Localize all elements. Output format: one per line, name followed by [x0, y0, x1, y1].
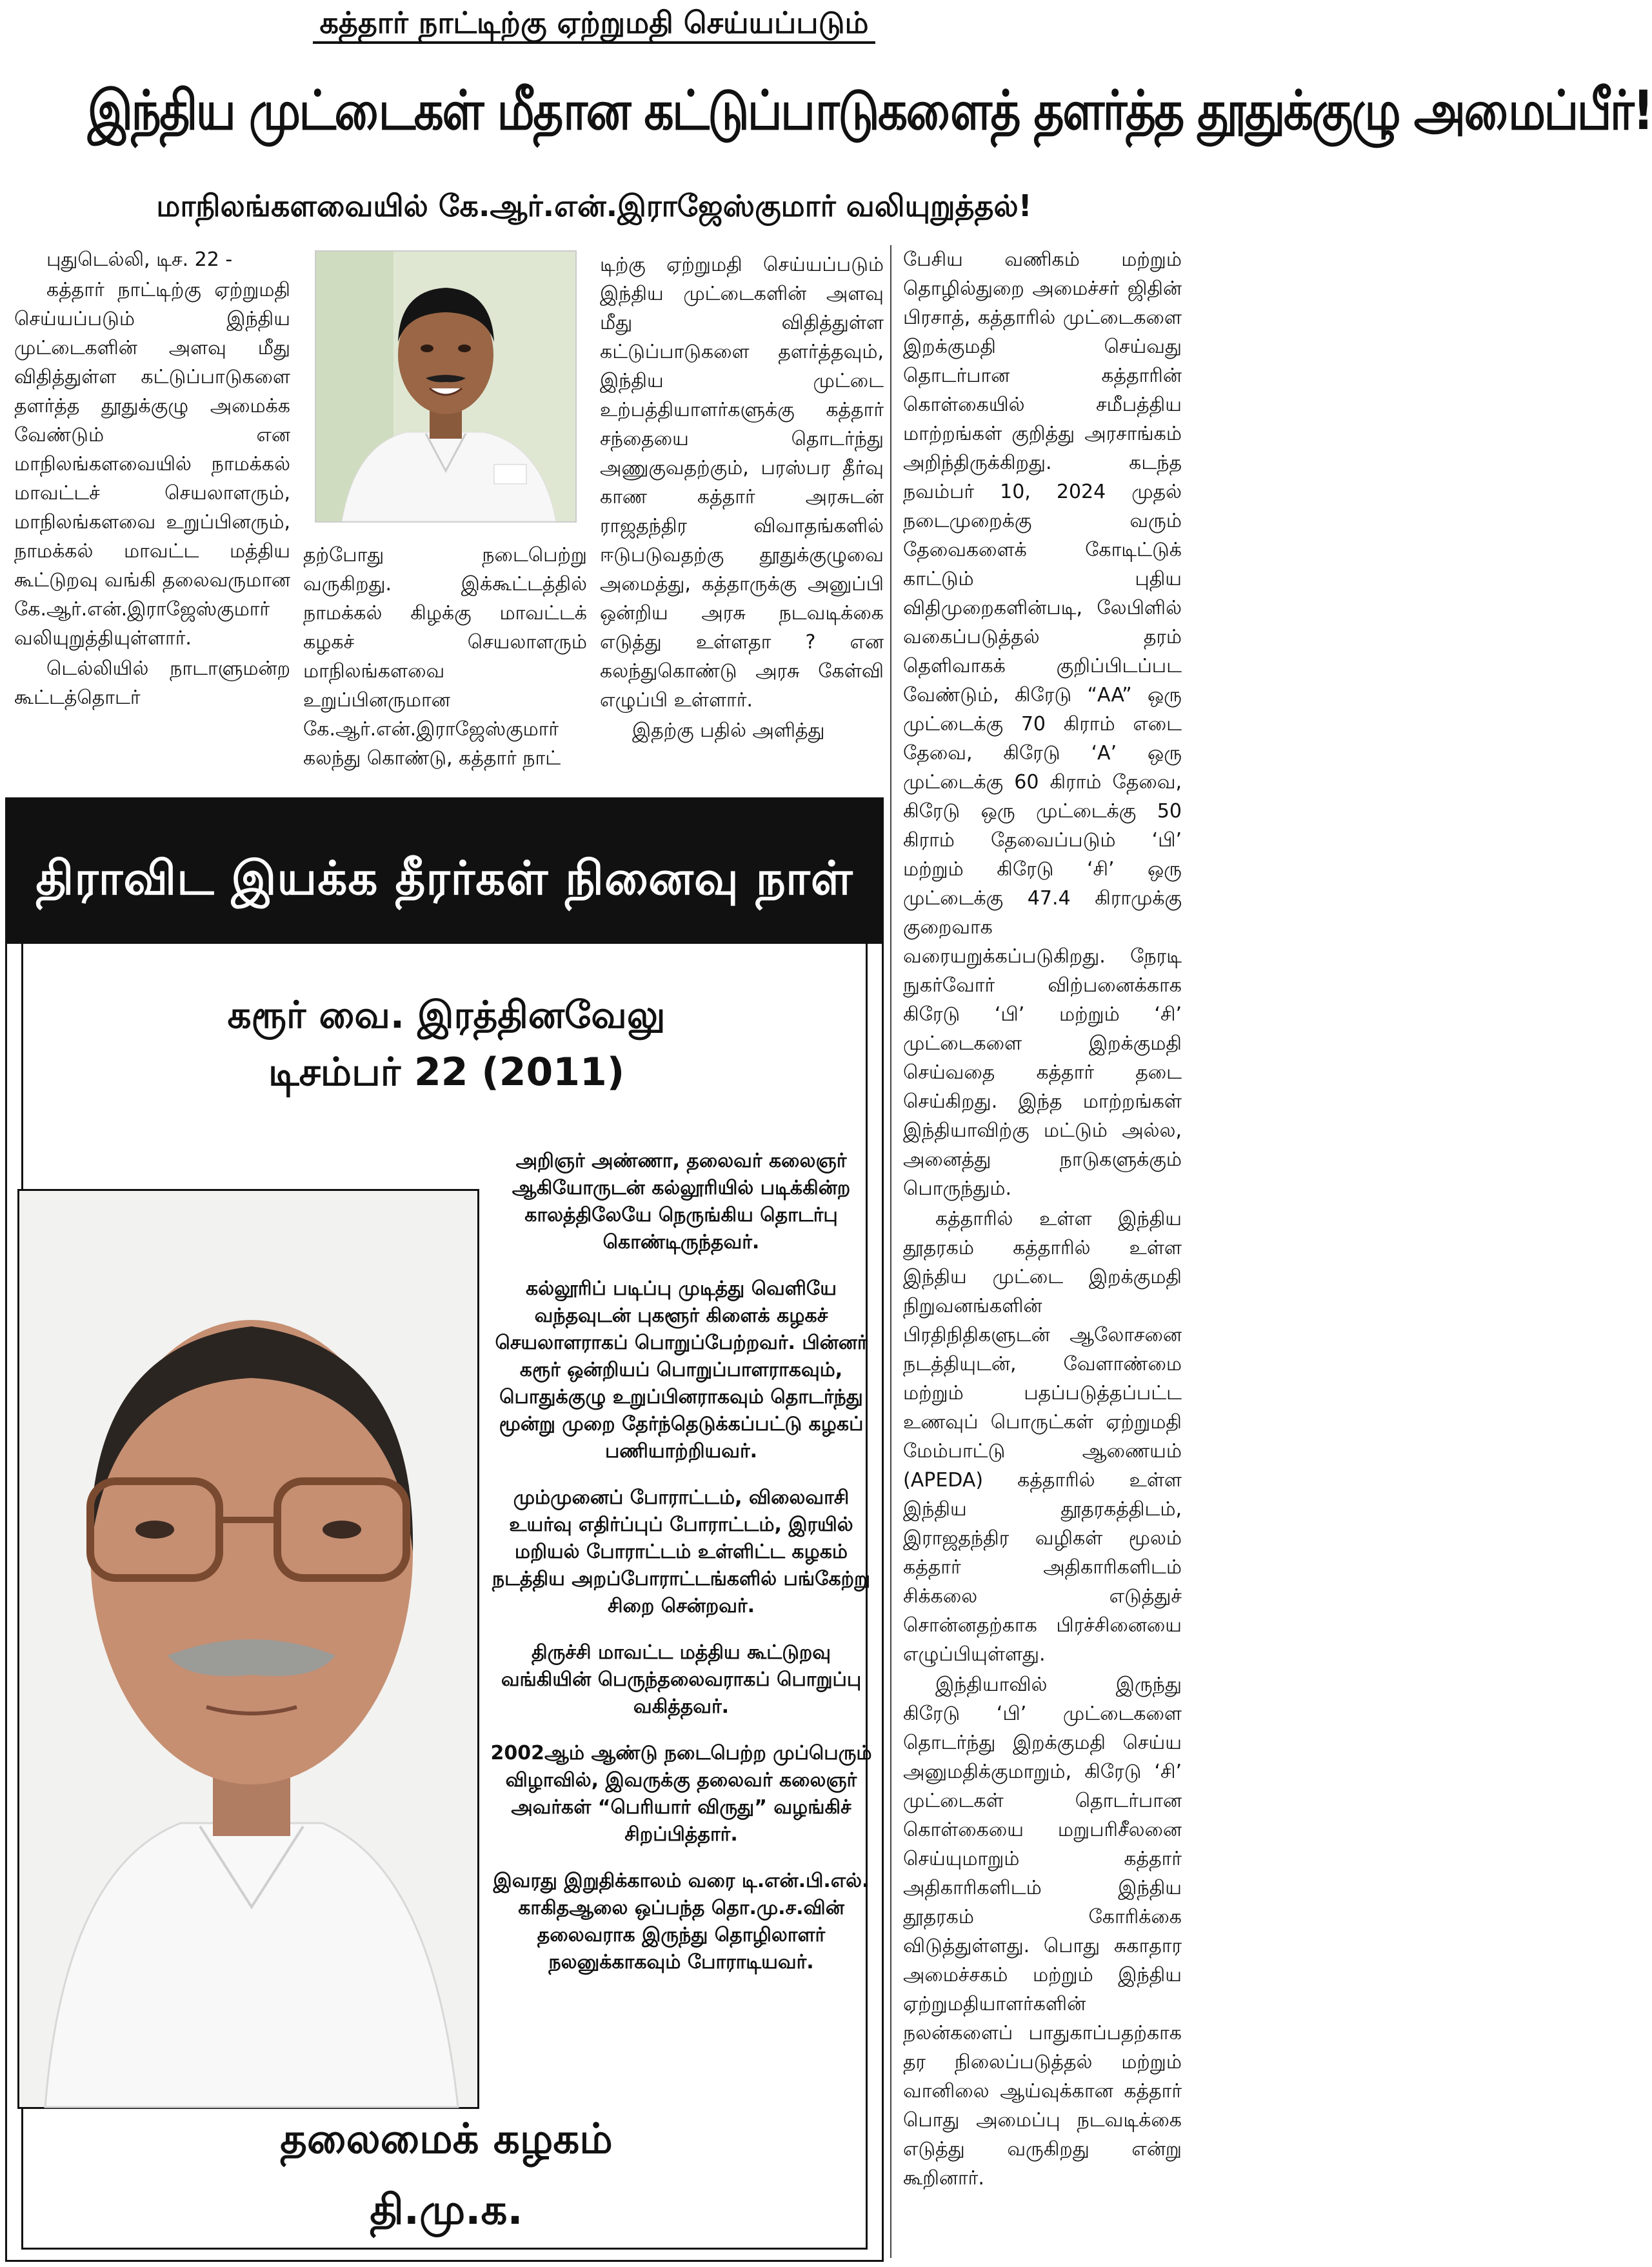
bio-paragraph: இவரது இறுதிக்காலம் வரை டி.என்.பி.எல். காகிதஆலை ஒப்பந்த தொ.மு.ச.வின் தலைவராக இருந்து தொழிலாளர் நலனுக்காகவும் போராடியவர். — [493, 1870, 870, 1973]
memorial-person-name: கரூர் வை. இரத்தினவேலு — [227, 993, 666, 1037]
dateline: புதுடெல்லி, டிச. 22 - — [46, 248, 233, 271]
portrait-illustration — [316, 252, 575, 521]
mp-portrait-photo — [315, 250, 577, 523]
signature-line-2: தி.மு.க. — [370, 2186, 523, 2234]
article-column-2 — [303, 541, 587, 799]
paragraph: கத்தார் நாட்டிற்கு ஏற்றுமதி செய்யப்படும் இந்திய முட்டைகளின் அளவு மீது விதித்துள்ள கட்டுப்பாடுகளை தளர்த்த தூதுக்குழு அமைக்க வேண்டும் என மாநிலங்களவையில் நாமக்கல் மாவட்டச் செயலாளரும், மாநிலங்களவை உறுப்பினரும், நாமக்கல் மாவட்ட மத்திய கூட்டுறவு வங்கி தலைவருமான கே.ஆர்.என்.இராஜேஸ்குமார் வலியுறுத்தியுள்ளார். — [14, 279, 290, 650]
paragraph: டிற்கு ஏற்றுமதி செய்யப்படும் இந்திய முட்டைகளின் அளவு மீது விதித்துள்ள கட்டுப்பாடுகளை தளர்த்தவும், இந்திய முட்டை உற்பத்தியாளர்களுக்கு கத்தார் சந்தையை தொடர்ந்து அணுகுவதற்கும், பரஸ்பர தீர்வு காண கத்தார் அரசுடன் ராஜதந்திர விவாதங்களில் ஈடுபடுவதற்கு தூதுக்குழுவை அமைத்து, கத்தாருக்கு அனுப்பி ஒன்றிய அரசு நடவடிக்கை எடுத்து உள்ளதா ? என கலந்துகொண்டு அரசு கேள்வி எழுப்பி உள்ளார். — [600, 254, 884, 712]
signature-line-1: தலைமைக் கழகம் — [280, 2115, 613, 2163]
article-column-3 — [600, 250, 884, 799]
subheadline: மாநிலங்களவையில் கே.ஆர்.என்.இராஜேஸ்குமார் வலியுறுத்தல்! — [156, 188, 1032, 223]
paragraph: கத்தாரில் உள்ள இந்திய தூதரகம் கத்தாரில் உள்ள இந்திய முட்டை இறக்குமதி நிறுவனங்களின் பிரதிநிதிகளுடன் ஆலோசனை நடத்தியுடன், வேளாண்மை மற்றும் பதப்படுத்தப்பட்ட உணவுப் பொருட்கள் ஏற்றுமதி மேம்பாட்டு ஆணையம் (APEDA) கத்தாரில் உள்ள இந்திய தூதரகத்திடம், இராஜதந்திர வழிகள் மூலம் கத்தார் அதிகாரிகளிடம் சிக்கலை எடுத்துச் சொன்னதற்காக பிரச்சினையை எழுப்பியுள்ளது. — [903, 1208, 1182, 1666]
paragraph: பேசிய வணிகம் மற்றும் தொழில்துறை அமைச்சர் ஜிதின் பிரசாத், கத்தாரில் முட்டைகளை இறக்குமதி செய்வது தொடர்பான கத்தாரின் கொள்கையில் சமீபத்திய மாற்றங்கள் குறித்து அரசாங்கம் அறிந்திருக்கிறது. கடந்த நவம்பர் 10, 2024 முதல் நடைமுறைக்கு வரும் தேவைகளைக் கோடிட்டுக் காட்டும் புதிய விதிமுறைகளின்படி, லேபிளில் வகைப்படுத்தல் தரம் தெளிவாகக் குறிப்பிடப்பட வேண்டும், கிரேடு “AA” ஒரு முட்டைக்கு 70 கிராம் எடை தேவை, கிரேடு ‘A’ ஒரு முட்டைக்கு 60 கிராம் தேவை, கிரேடு ஒரு முட்டைக்கு 50 கிராம் தேவைப்படும் ‘பி’ மற்றும் கிரேடு ‘சி’ ஒரு முட்டைக்கு 47.4 கிராமுக்கு குறைவாக வரையறுக்கப்படுகிறது. நேரடி நுகர்வோர் விற்பனைக்காக கிரேடு ‘பி’ மற்றும் ‘சி’ முட்டைகளை இறக்குமதி செய்வதை கத்தார் தடை செய்கிறது. இந்த மாற்றங்கள் இந்தியாவிற்கு மட்டும் அல்ல, அனைத்து நாடுகளுக்கும் பொருந்தும். — [903, 248, 1182, 1200]
memorial-date: டிசம்பர் 22 (2011) — [268, 1050, 625, 1095]
article-column-1 — [14, 245, 290, 794]
bio-paragraph: 2002ஆம் ஆண்டு நடைபெற்ற முப்பெரும் விழாவில், இவருக்கு தலைவர் கலைஞர் அவர்கள் “பெரியார் விருது” வழங்கிச் சிறப்பித்தார். — [490, 1742, 872, 1846]
column-divider — [890, 245, 891, 2258]
bio-paragraph: திருச்சி மாவட்ட மத்திய கூட்டுறவு வங்கியின் பெருந்தலைவராகப் பொறுப்பு வகித்தவர். — [501, 1641, 862, 1718]
memorial-title: திராவிட இயக்க தீரர்கள் நினைவு நாள் — [35, 851, 853, 905]
memorial-biography — [486, 1148, 877, 1995]
kicker — [0, 5, 1188, 45]
article-column-4 — [903, 245, 1182, 2258]
memorial-notice — [5, 797, 884, 2262]
memorial-photo-illustration — [19, 1191, 477, 2107]
memorial-title-band — [7, 799, 882, 944]
bio-paragraph: அறிஞர் அண்ணா, தலைவர் கலைஞர் ஆகியோருடன் கல்லூரியில் படிக்கின்ற காலத்திலேயே நெருங்கிய தொடர்பு கொண்டிருந்தவர். — [512, 1150, 851, 1253]
paragraph: இந்தியாவில் இருந்து கிரேடு ‘பி’ முட்டைகளை தொடர்ந்து இறக்குமதி செய்ய அனுமதிக்குமாறும், கிரேடு ‘சி’ முட்டைகள் தொடர்பான கொள்கையை மறுபரிசீலனை செய்யுமாறும் கத்தார் அதிகாரிகளிடம் இந்திய தூதரகம் கோரிக்கை விடுத்துள்ளது. பொது சுகாதார அமைச்சகம் மற்றும் இந்திய ஏற்றுமதியாளர்களின் நலன்களைப் பாதுகாப்பதற்காக தர நிலைப்படுத்தல் மற்றும் வானிலை ஆய்வுக்கான கத்தார் பொது அமைப்பு நடவடிக்கை எடுத்து வருகிறது என்று கூறினார். — [903, 1673, 1182, 2190]
kicker-text: கத்தார் நாட்டிற்கு ஏற்றுமதி செய்யப்படும் — [313, 5, 875, 44]
headline: இந்திய முட்டைகள் மீதான கட்டுப்பாடுகளைத் தளர்த்த தூதுக்குழு அமைப்பீர்! — [87, 79, 1652, 142]
bio-paragraph: மும்முனைப் போராட்டம், விலைவாசி உயர்வு எதிர்ப்புப் போராட்டம், இரயில் மறியல் போராட்டம் உள்ளிட்ட கழகம் நடத்திய அறப்போராட்டங்களில் பங்கேற்று சிறை சென்றவர். — [492, 1486, 871, 1617]
paragraph: தற்போது நடைபெற்று வருகிறது. இக்கூட்டத்தில் நாமக்கல் கிழக்கு மாவட்டக் கழகச் செயலாளரும் மாநிலங்களவை உறுப்பினருமான கே.ஆர்.என்.இராஜேஸ்குமார் கலந்து கொண்டு, கத்தார் நாட் — [303, 544, 587, 770]
bio-paragraph: கல்லூரிப் படிப்பு முடித்து வெளியே வந்தவுடன் புகளூர் கிளைக் கழகச் செயலாளராகப் பொறுப்பேற்றவர். பின்னர் கரூர் ஒன்றியப் பொறுப்பாளராகவும், பொதுக்குழு உறுப்பினராகவும் தொடர்ந்து மூன்று முறை தேர்ந்தெடுக்கப்பட்டு கழகப் பணியாற்றியவர். — [495, 1277, 868, 1463]
memorial-person-photo — [17, 1189, 479, 2109]
paragraph: டெல்லியில் நாடாளுமன்ற கூட்டத்தொடர் — [14, 657, 290, 709]
paragraph: இதற்கு பதில் அளித்து — [632, 719, 825, 742]
